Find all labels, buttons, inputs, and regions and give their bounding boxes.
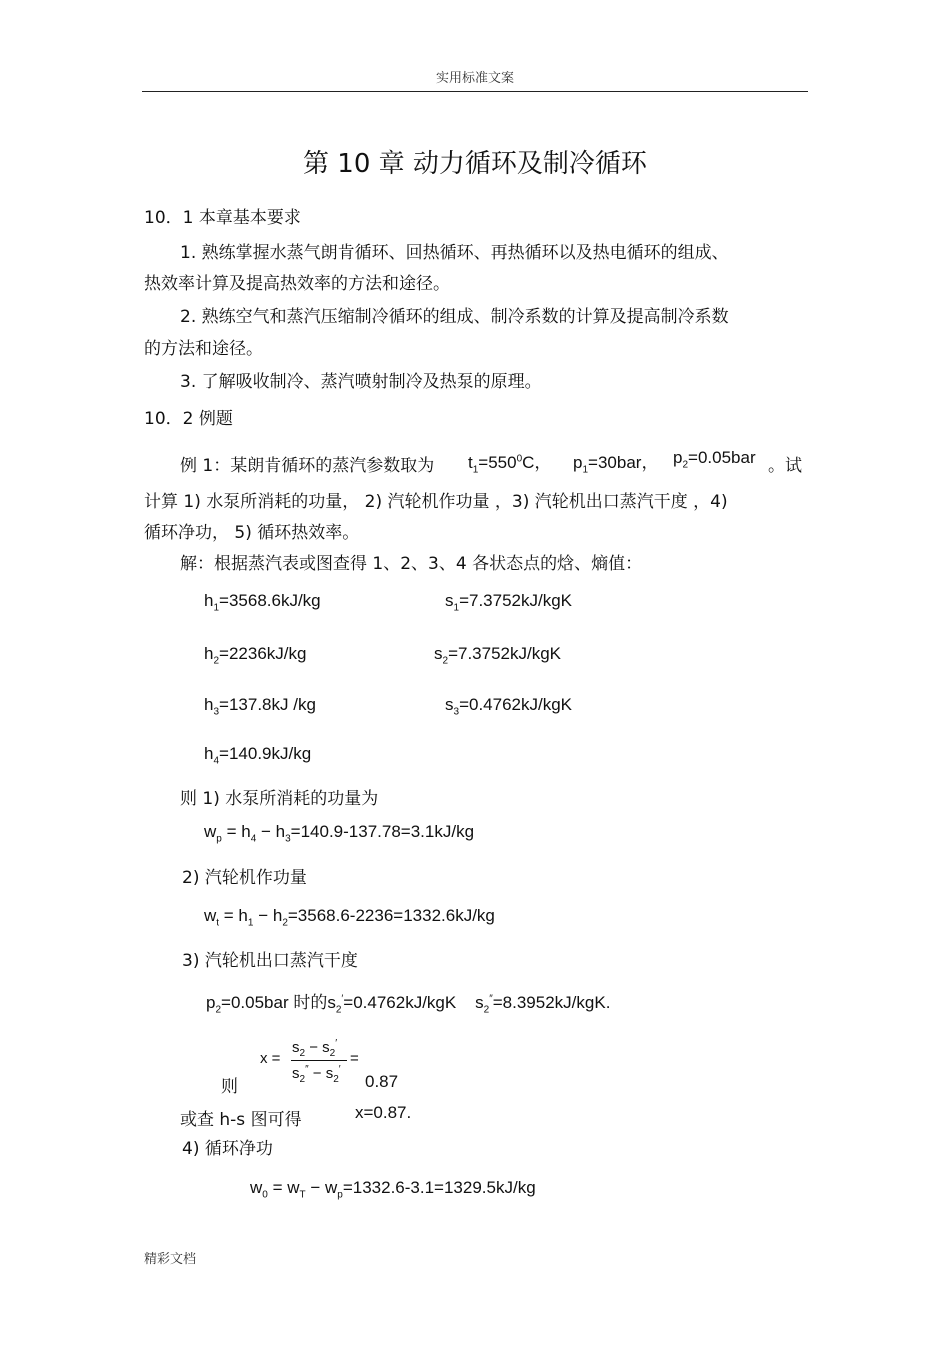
x-symbol: x = (260, 1050, 281, 1067)
fraction-bar (291, 1060, 347, 1061)
req-item-2a: 2. 熟练空气和蒸汽压缩制冷循环的组成、制冷系数的计算及提高制冷系数 (180, 307, 729, 327)
pump-work-eq: $w_p = h_4 - h_3=140.9-137.78=3.1kJ/kg$ (204, 822, 475, 845)
header-rule (142, 91, 808, 92)
page-footer: 精彩文档 (144, 1252, 197, 1267)
frac-denominator: $s_2'' - s_2'$ (292, 1064, 341, 1085)
chart-lookup: 或查 h-s 图可得 (180, 1110, 302, 1130)
step-2-label: 2) 汽轮机作功量 (182, 868, 307, 888)
h3-value: $h_3=137.8kJ$ /kg (204, 695, 316, 718)
section-heading-1: 10．1 本章基本要求 (144, 208, 301, 228)
dryness-result: 0.87 (365, 1072, 399, 1091)
chart-dryness: x=0.87. (355, 1103, 412, 1122)
frac-equals: = (350, 1050, 359, 1067)
s3-value: $s_3=0.4762kJ$/kgK (445, 695, 573, 718)
s2-value: $s_2=7.3752kJ$/kgK (434, 644, 562, 667)
page-header: 实用标准文案 (435, 71, 514, 86)
question-list: 计算 1) 水泵所消耗的功量， 2) 汽轮机作功量 ，3) 汽轮机出口蒸汽干度 ，4) (144, 492, 728, 512)
step-4-label: 4) 循环净功 (182, 1139, 273, 1159)
question-list-2: 循环净功， 5) 循环热效率。 (144, 523, 360, 543)
frac-numerator: $s_2 - s_2'$ (292, 1038, 338, 1059)
step-3-label: 3) 汽轮机出口蒸汽干度 (182, 951, 358, 971)
turbine-work-eq: $w_t = h_1 - h_2=3568.6-2236=1332.6kJ/kg$ (204, 906, 495, 929)
req-item-1a: 1. 熟练掌握水蒸气朗肯循环、回热循环、再热循环以及热电循环的组成、 (180, 243, 729, 263)
p2-param: $p_2=0.05bar$ (673, 448, 756, 471)
h4-value: $h_4=140.9kJ/kg$ (204, 744, 312, 767)
p1-param: $p_1=30bar$， (573, 453, 659, 476)
example-intro: 例 1：某朗肯循环的蒸汽参数取为 (180, 456, 435, 476)
h2-value: $h_2=2236kJ/kg$ (204, 644, 307, 667)
step-1-label: 则 1) 水泵所消耗的功量为 (180, 789, 379, 809)
example-tail: 。试 (768, 456, 802, 476)
solution-intro: 解：根据蒸汽表或图查得 1、2、3、4 各状态点的焓、熵值： (180, 554, 643, 574)
req-item-3: 3. 了解吸收制冷、蒸汽喷射制冷及热泵的原理。 (180, 372, 542, 392)
then-label: 则 (221, 1077, 238, 1097)
section-heading-2: 10．2 例题 (144, 409, 233, 429)
chapter-title: 第 10 章 动力循环及制冷循环 (303, 149, 647, 179)
h1-value: $h_1=3568.6kJ/kg$ (204, 591, 321, 614)
saturation-values: $p_2=0.05bar$ 时的$s_2'=0.4762kJ$/kgK $s_2''=8.3952kJ$/kgK. (206, 993, 611, 1016)
s1-value: $s_1=7.3752kJ$/kgK (445, 591, 573, 614)
net-work-eq: $w_0 = w_T - w_p=1332.6-3.1=1329.5kJ/kg$ (250, 1178, 536, 1201)
t1-param: $t_1=550^0C$， (468, 453, 552, 476)
req-item-2b: 的方法和途径。 (144, 339, 263, 359)
req-item-1b: 热效率计算及提高热效率的方法和途径。 (144, 274, 450, 294)
